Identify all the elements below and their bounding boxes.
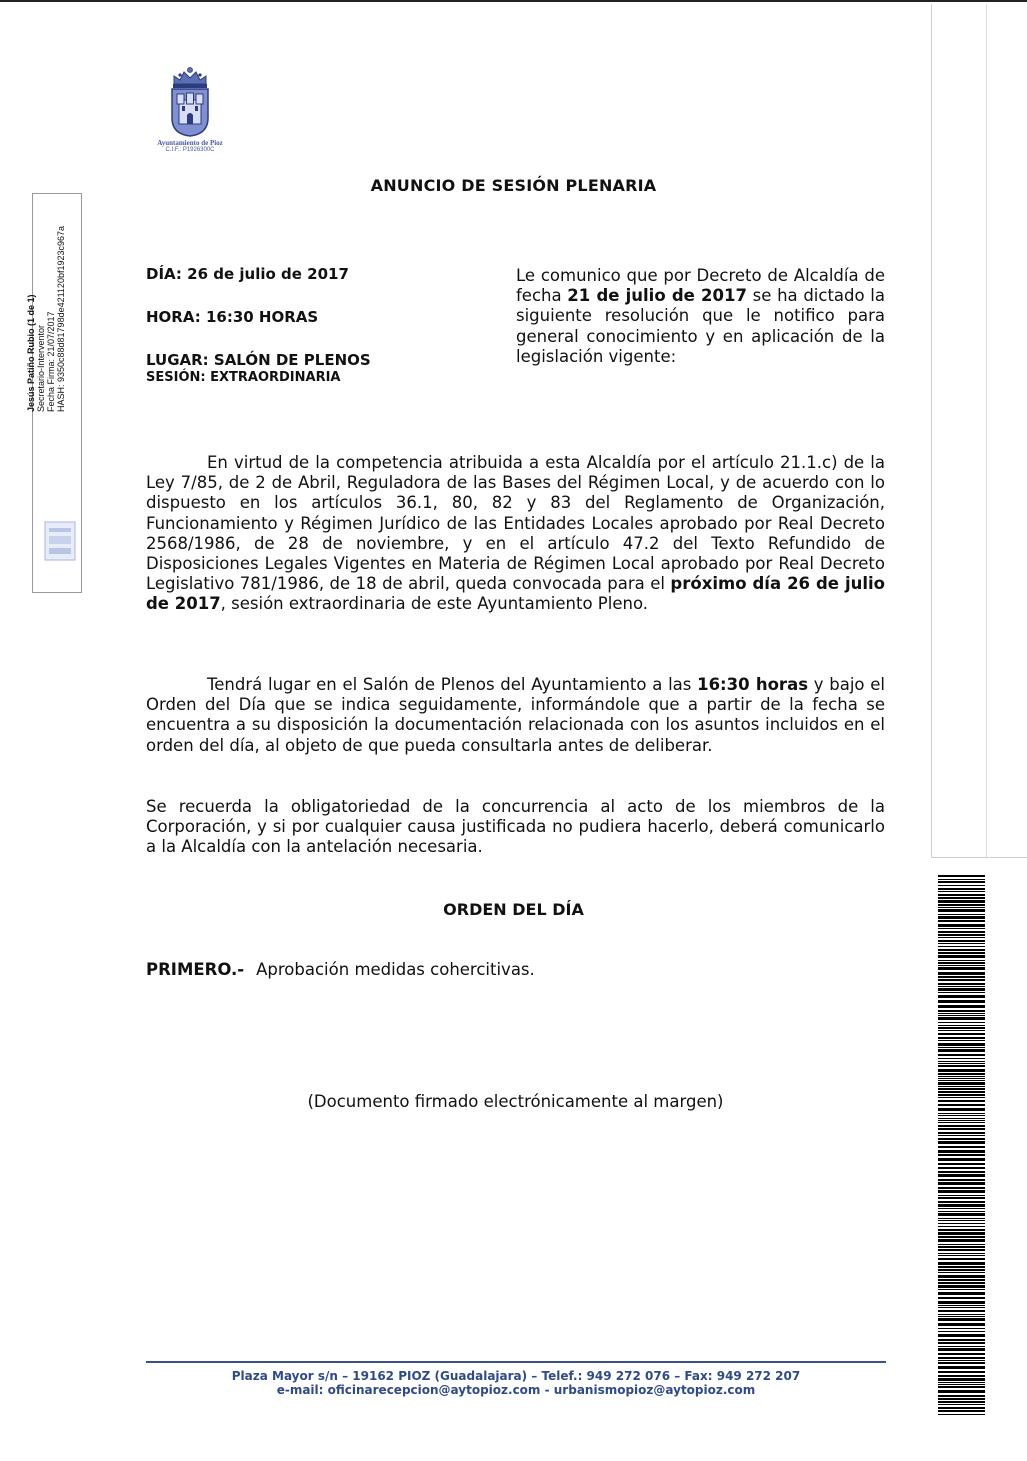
session-time-bold: 16:30 horas — [697, 675, 809, 694]
signer-role: Secretario-Interventor — [36, 324, 46, 412]
signature-date: Fecha Firma: 21/07/2017 — [46, 311, 56, 412]
intro-paragraph: Le comunico que por Decreto de Alcaldía de fecha 21 de julio de 2017 se ha dictado la siguiente resolución que le notifico para general conocimiento y en aplicación de la legislación vigente: — [516, 266, 885, 366]
footer — [146, 1369, 886, 1397]
council-logo — [146, 66, 234, 158]
top-border-line — [0, 0, 1027, 2]
paragraph-recordatorio: Se recuerda la obligatoriedad de la concurrencia al acto de los miembros de la Corporación, y si por cualquier causa justificada no pudiera hacerlo, deberá comunicarlo a la Alcaldía con la antelación necesaria. — [146, 797, 885, 857]
agenda-item-text: Aprobación medidas cohercitivas. — [256, 960, 535, 979]
session-day: DÍA: 26 de julio de 2017 — [146, 265, 349, 283]
footer-divider — [146, 1361, 886, 1363]
logo-cif: C.I.F.: P1926300C — [165, 147, 215, 153]
agenda-item — [146, 960, 535, 979]
right-margin-divider — [986, 4, 987, 857]
session-time: HORA: 16:30 HORAS — [146, 308, 319, 326]
right-margin-panel — [931, 4, 1027, 858]
paragraph-lugar: Tendrá lugar en el Salón de Plenos del Ayuntamiento a las 16:30 horas y bajo el Orden del Día que se indica seguidamente, informándole que a partir de la fecha se encuentra a su disposición la documentación relacionada con los asuntos incluidos en el orden del día, al objeto de que pueda consultarla antes de deliberar. — [146, 675, 885, 755]
session-date-bold: próximo día 26 de julio de 2017 — [146, 574, 886, 614]
session-place: LUGAR: SALÓN DE PLENOS — [146, 351, 371, 369]
session-type: SESIÓN: EXTRAORDINARIA — [146, 370, 341, 385]
signature-stamp-icon — [41, 520, 79, 562]
signed-note: (Documento firmado electrónicamente al margen) — [307, 1092, 724, 1111]
barcode-icon — [938, 875, 985, 1415]
signer-name: Jesús Patiño Rubio (1 de 1) — [26, 294, 36, 412]
footer-address: Plaza Mayor s/n – 19162 PIOZ (Guadalajara) – Telef.: 949 272 076 – Fax: 949 272 207 — [231, 1369, 801, 1383]
agenda-title: ORDEN DEL DÍA — [443, 900, 584, 919]
logo-council-name: Ayuntamiento de Pioz — [157, 139, 223, 147]
paragraph-convocatoria: En virtud de la competencia atribuida a esta Alcaldía por el artículo 21.1.c) de la Ley 7/85, de 2 de Abril, Reguladora de las Bases del Régimen Local, y de acuerdo con lo dispuesto en los artículos 36.1, 80, 82 y 83 del Reglamento de Organización, Funcionamiento y Régimen Jurídico de las Entidades Locales aprobado por Real Decreto 2568/1986, de 28 de noviembre, y en el artículo 47.2 del Texto Refundido de Disposiciones Legales Vigentes en Materia de Régimen Local aprobado por Real Decreto Legislativo 781/1986, de 18 de abril, queda convocada para el próximo día 26 de julio de 2017, sesión extraordinaria de este Ayuntamiento Pleno. — [146, 453, 886, 614]
footer-emails: e-mail: oficinarecepcion@aytopioz.com - urbanismopioz@aytopioz.com — [276, 1383, 756, 1397]
agenda-item-label: PRIMERO.- — [146, 960, 245, 979]
decree-date: 21 de julio de 2017 — [567, 286, 747, 306]
page-title: ANUNCIO DE SESIÓN PLENARIA — [370, 176, 657, 195]
signature-hash: HASH: 9350c88d81798de421120bf1923c967a — [56, 226, 66, 412]
coat-of-arms-icon — [168, 66, 212, 138]
